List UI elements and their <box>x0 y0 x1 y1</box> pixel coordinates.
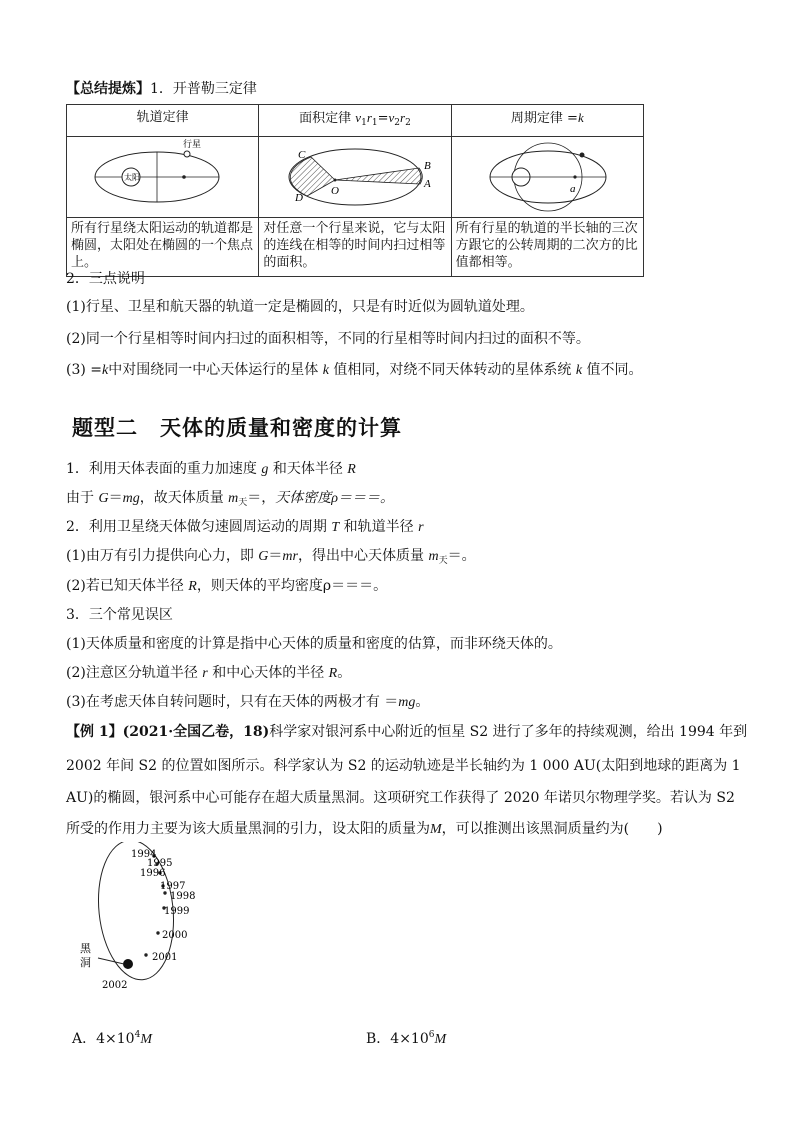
point-d-label: D <box>295 192 304 204</box>
example-line-3: AU)的椭圆，银河系中心可能存在超大质量黑洞。这项研究工作获得了 2020 年诺贝尔物理学奖。若认为 S2 <box>66 790 735 806</box>
year-1995: 1995 <box>147 858 173 869</box>
year-1994: 1994 <box>131 849 157 860</box>
planet-label: 行星 <box>183 140 202 150</box>
point-b-label: B <box>424 160 432 172</box>
sun-label: 太阳 <box>124 173 140 182</box>
note-3: (3) =k中对围绕同一中心天体运行的星体 k 值相同，对绕不同天体转动的星体系统 k 值不同。 <box>66 362 643 378</box>
year-1996: 1996 <box>140 868 166 879</box>
method-2-title: 2．利用卫星绕天体做匀速圆周运动的周期 T 和轨道半径 r <box>66 519 424 535</box>
summary-heading <box>66 80 257 98</box>
point-c-label: C <box>298 149 306 161</box>
option-a[interactable]: A．$4\times 10^4M$ <box>72 1030 152 1047</box>
year-1998: 1998 <box>170 891 196 902</box>
misconception-3: (3)在考虑天体自转问题时，只有在天体的两极才有 ＝mg。 <box>66 694 430 710</box>
year-2001: 2001 <box>152 952 178 963</box>
period-law-figure <box>451 137 643 218</box>
misconceptions-title: 3．三个常见误区 <box>66 607 173 623</box>
black-hole-label-1: 黑 <box>80 942 91 955</box>
note-2: (2)同一个行星相等时间内扫过的面积相等，不同的行星相等时间内扫过的面积不等。 <box>66 331 590 347</box>
s2-orbit-figure <box>76 842 226 992</box>
example-source: (2021·全国乙卷，18) <box>122 724 270 740</box>
summary-heading-tag: 【总结提炼】 <box>66 81 150 97</box>
period-law-description: 所有行星的轨道的半长轴的三次方跟它的公转周期的二次方的比值都相等。 <box>451 218 643 277</box>
area-law-description: 对任意一个行星来说，它与太阳的连线在相等的时间内扫过相等的面积。 <box>259 218 451 277</box>
example-line-4: 所受的作用力主要为该大质量黑洞的引力，设太阳的质量为M，可以推测出该黑洞质量约为( ) <box>66 821 663 837</box>
example-tag: 【例 1】 <box>66 724 123 740</box>
three-notes-title: 2．三点说明 <box>66 271 145 287</box>
note-1: (1)行星、卫星和航天器的轨道一定是椭圆的，只是有时近似为圆轨道处理。 <box>66 299 534 315</box>
example-line-1: 【例 1】(2021·全国乙卷，18)科学家对银河系中心附近的恒星 S2 进行了多年的持续观测，给出 1994 年到 <box>66 724 748 740</box>
misconception-1: (1)天体质量和密度的计算是指中心天体的质量和密度的估算，而非环绕天体的。 <box>66 636 562 652</box>
year-2000: 2000 <box>162 930 188 941</box>
year-2002: 2002 <box>102 980 128 991</box>
point-a-label: A <box>424 178 432 190</box>
orbit-law-description: 所有行星绕太阳运动的轨道都是椭圆，太阳处在椭圆的一个焦点上。 <box>67 218 259 277</box>
table-header-orbit-law: 轨道定律 <box>67 105 259 137</box>
kepler-laws-table <box>66 104 644 277</box>
method-2-step-2: (2)若已知天体半径 R，则天体的平均密度ρ＝＝＝。 <box>66 578 388 594</box>
method-1-formula: 由于 G＝mg，故天体质量 $m_天=$，天体密度ρ＝＝＝。 <box>66 490 395 508</box>
year-1997: 1997 <box>160 881 186 892</box>
summary-heading-text: 1．开普勒三定律 <box>150 81 257 97</box>
orbit-law-figure <box>67 137 259 218</box>
example-line-2: 2002 年间 S2 的位置如图所示。科学家认为 S2 的运动轨迹是半长轴约为 1 000 AU(太阳到地球的距离为 1 <box>66 758 741 774</box>
semi-major-axis-label: a <box>569 183 576 195</box>
area-law-figure <box>259 137 451 218</box>
year-1999: 1999 <box>164 906 190 917</box>
method-2-step-1: (1)由万有引力提供向心力，即 G＝mr，得出中心天体质量 $m_天=$。 <box>66 548 476 566</box>
misconception-2: (2)注意区分轨道半径 r 和中心天体的半径 R。 <box>66 665 352 681</box>
point-o-label: O <box>331 185 340 197</box>
method-1-title: 1．利用天体表面的重力加速度 g 和天体半径 R <box>66 461 356 477</box>
black-hole-label-2: 洞 <box>80 956 91 969</box>
table-header-area-law: 面积定律 $v_1r_1=v_2r_2$ <box>259 105 451 137</box>
table-header-period-law: 周期定律 =k <box>451 105 643 137</box>
section-title: 题型二 天体的质量和密度的计算 <box>72 416 402 440</box>
option-b[interactable]: B．$4\times 10^6M$ <box>366 1030 447 1047</box>
